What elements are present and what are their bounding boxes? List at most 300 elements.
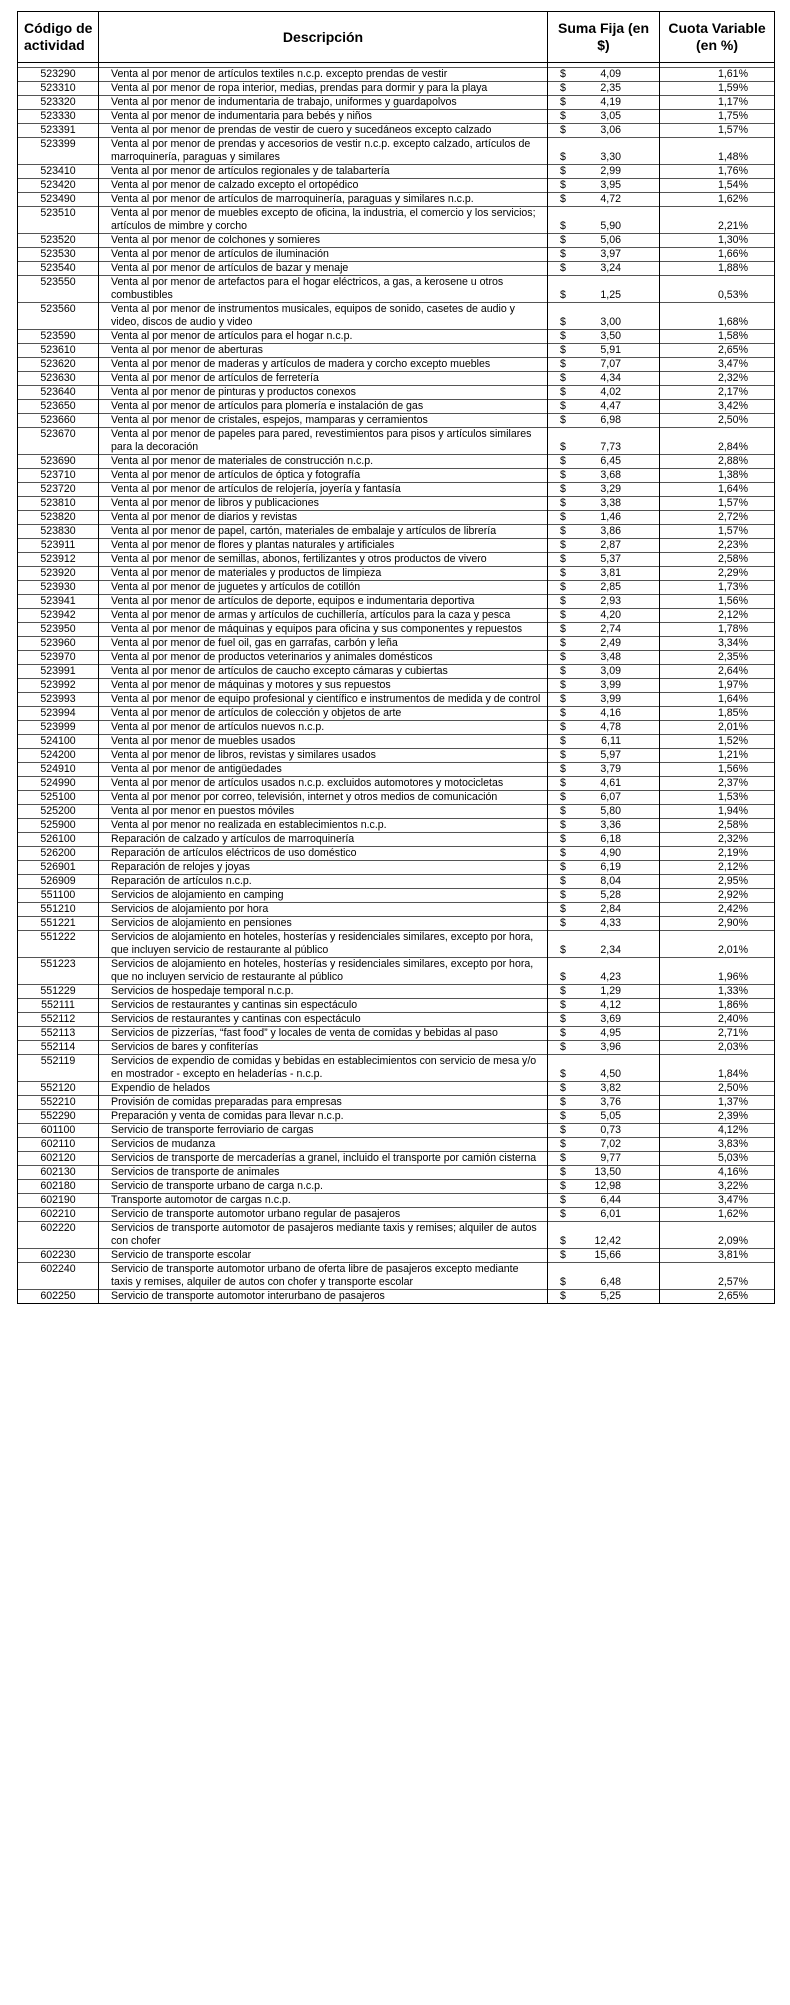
- table-row: [18, 1013, 775, 1027]
- activity-code: 523999: [18, 721, 99, 735]
- currency-symbol: $: [560, 497, 566, 509]
- table-row: [18, 234, 775, 248]
- fixed-amount-value: 6,07: [600, 791, 621, 803]
- variable-rate: 3,22%: [660, 1180, 775, 1194]
- fixed-amount-cell: [548, 1027, 660, 1041]
- activity-description: Venta al por menor de semillas, abonos, fertilizantes y otros productos de vivero: [99, 553, 548, 567]
- activity-code: 551100: [18, 889, 99, 903]
- fixed-amount: [548, 707, 659, 720]
- currency-symbol: $: [560, 609, 566, 621]
- activity-code: 523620: [18, 358, 99, 372]
- fixed-amount-value: 12,98: [594, 1180, 621, 1192]
- variable-rate: 1,97%: [660, 679, 775, 693]
- fixed-amount-value: 6,98: [600, 414, 621, 426]
- activity-description: Venta al por menor de artículos textiles n.c.p. excepto prendas de vestir: [99, 68, 548, 82]
- fixed-amount: [548, 665, 659, 678]
- table-row: [18, 1180, 775, 1194]
- activity-code: 602120: [18, 1152, 99, 1166]
- fixed-amount: [548, 791, 659, 804]
- fixed-amount: [548, 1096, 659, 1109]
- fixed-amount-cell: [548, 763, 660, 777]
- activity-description: Venta al por menor de papeles para pared, revestimientos para pisos y artículos similares para la decoración: [99, 428, 548, 455]
- variable-rate: 2,03%: [660, 1041, 775, 1055]
- currency-symbol: $: [560, 525, 566, 537]
- table-row: [18, 1041, 775, 1055]
- variable-rate: 1,38%: [660, 469, 775, 483]
- activity-description: Venta al por menor de libros y publicaciones: [99, 497, 548, 511]
- fixed-amount-value: 3,24: [600, 262, 621, 274]
- activity-code: 552114: [18, 1041, 99, 1055]
- header-variable-rate: Cuota Variable (en %): [660, 12, 775, 63]
- fixed-amount-value: 1,46: [600, 511, 621, 523]
- fixed-amount-value: 3,50: [600, 330, 621, 342]
- currency-symbol: $: [560, 441, 566, 453]
- currency-symbol: $: [560, 665, 566, 677]
- header-activity-code: Código de actividad: [18, 12, 99, 63]
- fixed-amount-cell: [548, 637, 660, 651]
- fixed-amount: [548, 749, 659, 762]
- fixed-amount: [548, 971, 659, 984]
- fixed-amount: [548, 847, 659, 860]
- currency-symbol: $: [560, 124, 566, 136]
- variable-rate: 1,88%: [660, 262, 775, 276]
- fixed-amount-cell: [548, 1041, 660, 1055]
- activity-code: 523960: [18, 637, 99, 651]
- variable-rate: 2,88%: [660, 455, 775, 469]
- activity-code: 523560: [18, 303, 99, 330]
- activity-code: 601100: [18, 1124, 99, 1138]
- fixed-amount-value: 3,36: [600, 819, 621, 831]
- fixed-amount-value: 6,48: [600, 1276, 621, 1288]
- fixed-amount-value: 3,68: [600, 469, 621, 481]
- variable-rate: 2,12%: [660, 861, 775, 875]
- activity-code: 523970: [18, 651, 99, 665]
- table-row: [18, 805, 775, 819]
- currency-symbol: $: [560, 735, 566, 747]
- fixed-amount-cell: [548, 623, 660, 637]
- table-row: [18, 1249, 775, 1263]
- currency-symbol: $: [560, 889, 566, 901]
- fixed-amount-cell: [548, 861, 660, 875]
- fixed-amount-value: 4,61: [600, 777, 621, 789]
- currency-symbol: $: [560, 1290, 566, 1302]
- table-row: [18, 1222, 775, 1249]
- variable-rate: 2,42%: [660, 903, 775, 917]
- variable-rate: 2,37%: [660, 777, 775, 791]
- variable-rate: 3,42%: [660, 400, 775, 414]
- currency-symbol: $: [560, 805, 566, 817]
- table-row: [18, 985, 775, 999]
- activity-description: Venta al por menor de artículos de relojería, joyería y fantasía: [99, 483, 548, 497]
- table-row: [18, 1055, 775, 1082]
- variable-rate: 1,48%: [660, 138, 775, 165]
- variable-rate: 2,35%: [660, 651, 775, 665]
- table-row: [18, 525, 775, 539]
- table-row: [18, 1152, 775, 1166]
- variable-rate: 2,39%: [660, 1110, 775, 1124]
- currency-symbol: $: [560, 455, 566, 467]
- table-row: [18, 861, 775, 875]
- activity-code: 551223: [18, 958, 99, 985]
- variable-rate: 2,21%: [660, 207, 775, 234]
- currency-symbol: $: [560, 791, 566, 803]
- fixed-amount-cell: [548, 1249, 660, 1263]
- fixed-amount: [548, 455, 659, 468]
- activity-description: Reparación de artículos eléctricos de uso doméstico: [99, 847, 548, 861]
- variable-rate: 1,61%: [660, 68, 775, 82]
- fixed-amount-cell: [548, 1082, 660, 1096]
- activity-description: Servicios de restaurantes y cantinas sin espectáculo: [99, 999, 548, 1013]
- activity-description: Servicios de alojamiento en camping: [99, 889, 548, 903]
- variable-rate: 4,12%: [660, 1124, 775, 1138]
- activity-code: 523830: [18, 525, 99, 539]
- variable-rate: 1,57%: [660, 124, 775, 138]
- table-row: [18, 553, 775, 567]
- variable-rate: 2,32%: [660, 372, 775, 386]
- table-row: [18, 735, 775, 749]
- activity-code: 552290: [18, 1110, 99, 1124]
- fixed-amount-cell: [548, 1138, 660, 1152]
- variable-rate: 2,40%: [660, 1013, 775, 1027]
- currency-symbol: $: [560, 833, 566, 845]
- currency-symbol: $: [560, 777, 566, 789]
- currency-symbol: $: [560, 1124, 566, 1136]
- currency-symbol: $: [560, 1041, 566, 1053]
- currency-symbol: $: [560, 567, 566, 579]
- fixed-amount: [548, 679, 659, 692]
- table-row: [18, 511, 775, 525]
- fixed-amount-cell: [548, 847, 660, 861]
- activity-code: 525900: [18, 819, 99, 833]
- currency-symbol: $: [560, 1166, 566, 1178]
- fixed-amount-cell: [548, 262, 660, 276]
- table-row: [18, 567, 775, 581]
- fixed-amount-cell: [548, 110, 660, 124]
- variable-rate: 1,64%: [660, 693, 775, 707]
- activity-code: 552120: [18, 1082, 99, 1096]
- currency-symbol: $: [560, 819, 566, 831]
- activity-description: Servicios de restaurantes y cantinas con espectáculo: [99, 1013, 548, 1027]
- fixed-amount: [548, 68, 659, 81]
- activity-description: Venta al por menor de artículos de deporte, equipos e indumentaria deportiva: [99, 595, 548, 609]
- activity-description: Venta al por menor de artefactos para el hogar eléctricos, a gas, a kerosene u otros combustibles: [99, 276, 548, 303]
- fixed-amount: [548, 637, 659, 650]
- activity-description: Venta al por menor de artículos de colección y objetos de arte: [99, 707, 548, 721]
- fixed-amount: [548, 289, 659, 302]
- fixed-amount: [548, 889, 659, 902]
- activity-code: 523950: [18, 623, 99, 637]
- activity-description: Venta al por menor de artículos de caucho excepto cámaras y cubiertas: [99, 665, 548, 679]
- fixed-amount-value: 4,34: [600, 372, 621, 384]
- fixed-amount-value: 3,09: [600, 665, 621, 677]
- activity-code: 602110: [18, 1138, 99, 1152]
- activity-description: Venta al por menor de fuel oil, gas en garrafas, carbón y leña: [99, 637, 548, 651]
- table-row: [18, 539, 775, 553]
- activity-code: 523410: [18, 165, 99, 179]
- table-row: [18, 903, 775, 917]
- currency-symbol: $: [560, 875, 566, 887]
- fixed-amount-cell: [548, 248, 660, 262]
- activity-code: 523710: [18, 469, 99, 483]
- fixed-amount-value: 5,06: [600, 234, 621, 246]
- activity-code: 523810: [18, 497, 99, 511]
- fixed-amount-value: 4,19: [600, 96, 621, 108]
- fixed-amount-cell: [548, 455, 660, 469]
- fixed-amount-value: 8,04: [600, 875, 621, 887]
- activity-code: 523640: [18, 386, 99, 400]
- activity-description: Reparación de artículos n.c.p.: [99, 875, 548, 889]
- fixed-amount: [548, 777, 659, 790]
- fixed-amount-value: 4,50: [600, 1068, 621, 1080]
- fixed-amount-value: 5,80: [600, 805, 621, 817]
- currency-symbol: $: [560, 248, 566, 260]
- currency-symbol: $: [560, 581, 566, 593]
- fixed-amount-cell: [548, 428, 660, 455]
- activity-description: Venta al por menor de armas y artículos de cuchillería, artículos para la caza y pesca: [99, 609, 548, 623]
- table-row: [18, 386, 775, 400]
- fixed-amount-value: 5,05: [600, 1110, 621, 1122]
- variable-rate: 3,81%: [660, 1249, 775, 1263]
- activity-description: Servicios de alojamiento por hora: [99, 903, 548, 917]
- fixed-amount-cell: [548, 358, 660, 372]
- variable-rate: 2,58%: [660, 819, 775, 833]
- currency-symbol: $: [560, 469, 566, 481]
- activity-code: 523993: [18, 693, 99, 707]
- activity-code: 523399: [18, 138, 99, 165]
- fixed-amount-value: 3,99: [600, 679, 621, 691]
- variable-rate: 2,90%: [660, 917, 775, 931]
- table-row: [18, 889, 775, 903]
- currency-symbol: $: [560, 330, 566, 342]
- fixed-amount-value: 7,07: [600, 358, 621, 370]
- activity-description: Servicio de transporte automotor urbano de oferta libre de pasajeros excepto mediante taxis y remises, alquiler de autos con chofer y transporte escolar: [99, 1263, 548, 1290]
- activity-code: 552112: [18, 1013, 99, 1027]
- currency-symbol: $: [560, 1249, 566, 1261]
- variable-rate: 1,62%: [660, 1208, 775, 1222]
- fixed-amount: [548, 917, 659, 930]
- table-header-row: [18, 12, 775, 63]
- fixed-amount-value: 3,81: [600, 567, 621, 579]
- activity-code: 602240: [18, 1263, 99, 1290]
- fixed-amount-cell: [548, 819, 660, 833]
- table-row: [18, 96, 775, 110]
- fixed-amount: [548, 581, 659, 594]
- activity-code: 523520: [18, 234, 99, 248]
- fixed-amount: [548, 595, 659, 608]
- fixed-amount: [548, 400, 659, 413]
- activity-code: 523391: [18, 124, 99, 138]
- activity-description: Venta al por menor en puestos móviles: [99, 805, 548, 819]
- fixed-amount-value: 2,99: [600, 165, 621, 177]
- variable-rate: 2,01%: [660, 931, 775, 958]
- activity-code: 523991: [18, 665, 99, 679]
- variable-rate: 1,57%: [660, 497, 775, 511]
- table-row: [18, 262, 775, 276]
- currency-symbol: $: [560, 1013, 566, 1025]
- fixed-amount: [548, 1208, 659, 1221]
- currency-symbol: $: [560, 707, 566, 719]
- fixed-amount: [548, 358, 659, 371]
- variable-rate: 1,64%: [660, 483, 775, 497]
- fixed-amount-cell: [548, 193, 660, 207]
- variable-rate: 1,56%: [660, 595, 775, 609]
- fixed-amount-cell: [548, 693, 660, 707]
- fixed-amount: [548, 165, 659, 178]
- fixed-amount: [548, 469, 659, 482]
- variable-rate: 2,64%: [660, 665, 775, 679]
- variable-rate: 3,34%: [660, 637, 775, 651]
- currency-symbol: $: [560, 1208, 566, 1220]
- table-row: [18, 581, 775, 595]
- currency-symbol: $: [560, 847, 566, 859]
- activity-code: 523660: [18, 414, 99, 428]
- variable-rate: 2,12%: [660, 609, 775, 623]
- table-row: [18, 679, 775, 693]
- fixed-amount: [548, 82, 659, 95]
- currency-symbol: $: [560, 999, 566, 1011]
- currency-symbol: $: [560, 68, 566, 80]
- activity-description: Venta al por menor de muebles excepto de oficina, la industria, el comercio y los servicios; artículos de mimbre y corcho: [99, 207, 548, 234]
- activity-description: Reparación de calzado y artículos de marroquinería: [99, 833, 548, 847]
- activity-description: Venta al por menor de artículos de iluminación: [99, 248, 548, 262]
- variable-rate: 2,50%: [660, 414, 775, 428]
- fixed-amount-value: 9,77: [600, 1152, 621, 1164]
- fixed-amount-cell: [548, 165, 660, 179]
- table-row: [18, 609, 775, 623]
- fixed-amount-cell: [548, 679, 660, 693]
- fixed-amount-value: 1,29: [600, 985, 621, 997]
- fixed-amount-cell: [548, 469, 660, 483]
- currency-symbol: $: [560, 595, 566, 607]
- fixed-amount: [548, 414, 659, 427]
- activity-description: Venta al por menor de indumentaria de trabajo, uniformes y guardapolvos: [99, 96, 548, 110]
- table-row: [18, 414, 775, 428]
- variable-rate: 2,84%: [660, 428, 775, 455]
- currency-symbol: $: [560, 1276, 566, 1288]
- activity-code: 523290: [18, 68, 99, 82]
- fixed-amount-cell: [548, 651, 660, 665]
- currency-symbol: $: [560, 483, 566, 495]
- fixed-amount-cell: [548, 833, 660, 847]
- currency-symbol: $: [560, 220, 566, 232]
- currency-symbol: $: [560, 262, 566, 274]
- fixed-amount: [548, 344, 659, 357]
- fixed-amount-value: 2,35: [600, 82, 621, 94]
- currency-symbol: $: [560, 1235, 566, 1247]
- fixed-amount: [548, 511, 659, 524]
- fixed-amount-value: 2,74: [600, 623, 621, 635]
- fixed-amount-cell: [548, 985, 660, 999]
- activity-code: 524990: [18, 777, 99, 791]
- fixed-amount-cell: [548, 1222, 660, 1249]
- table-body: [18, 63, 775, 1304]
- fixed-amount-value: 6,18: [600, 833, 621, 845]
- fixed-amount-value: 7,73: [600, 441, 621, 453]
- currency-symbol: $: [560, 511, 566, 523]
- activity-code: 551221: [18, 917, 99, 931]
- fixed-amount-value: 4,23: [600, 971, 621, 983]
- fixed-amount: [548, 193, 659, 206]
- activity-description: Servicios de expendio de comidas y bebidas en establecimientos con servicio de mesa y/o en mostrador - excepto en heladerías - n.c.p.: [99, 1055, 548, 1082]
- activity-description: Venta al por menor de diarios y revistas: [99, 511, 548, 525]
- variable-rate: 1,33%: [660, 985, 775, 999]
- fixed-amount-value: 6,11: [601, 735, 621, 747]
- activity-description: Venta al por menor de materiales y productos de limpieza: [99, 567, 548, 581]
- activity-code: 523912: [18, 553, 99, 567]
- fixed-amount: [548, 372, 659, 385]
- fixed-amount-cell: [548, 875, 660, 889]
- fixed-amount: [548, 1110, 659, 1123]
- fixed-amount-value: 3,06: [600, 124, 621, 136]
- fixed-amount: [548, 386, 659, 399]
- currency-symbol: $: [560, 372, 566, 384]
- fixed-amount-cell: [548, 207, 660, 234]
- table-row: [18, 833, 775, 847]
- fixed-amount-cell: [548, 609, 660, 623]
- fixed-amount-cell: [548, 511, 660, 525]
- fixed-amount: [548, 1194, 659, 1207]
- fixed-amount-cell: [548, 1290, 660, 1304]
- activity-description: Servicios de bares y confiterías: [99, 1041, 548, 1055]
- activity-description: Servicio de transporte urbano de carga n.c.p.: [99, 1180, 548, 1194]
- variable-rate: 1,85%: [660, 707, 775, 721]
- fixed-amount-value: 4,72: [600, 193, 621, 205]
- fixed-amount-value: 4,90: [600, 847, 621, 859]
- fixed-amount-value: 5,28: [600, 889, 621, 901]
- table-row: [18, 138, 775, 165]
- fixed-amount-value: 2,34: [600, 944, 621, 956]
- fixed-amount: [548, 1166, 659, 1179]
- variable-rate: 1,57%: [660, 525, 775, 539]
- table-row: [18, 1208, 775, 1222]
- activity-code: 523630: [18, 372, 99, 386]
- activity-description: Venta al por menor de muebles usados: [99, 735, 548, 749]
- variable-rate: 2,95%: [660, 875, 775, 889]
- currency-symbol: $: [560, 1096, 566, 1108]
- variable-rate: 1,21%: [660, 749, 775, 763]
- fixed-amount-value: 3,38: [600, 497, 621, 509]
- activity-code: 551210: [18, 903, 99, 917]
- fixed-amount-cell: [548, 749, 660, 763]
- currency-symbol: $: [560, 1138, 566, 1150]
- variable-rate: 1,53%: [660, 791, 775, 805]
- variable-rate: 1,68%: [660, 303, 775, 330]
- activity-code: 523320: [18, 96, 99, 110]
- fixed-amount-cell: [548, 805, 660, 819]
- fixed-amount: [548, 875, 659, 888]
- fixed-amount: [548, 151, 659, 164]
- activity-code: 552111: [18, 999, 99, 1013]
- fixed-amount-cell: [548, 595, 660, 609]
- activity-description: Venta al por menor de artículos de bazar y menaje: [99, 262, 548, 276]
- activity-code: 552210: [18, 1096, 99, 1110]
- variable-rate: 2,65%: [660, 344, 775, 358]
- currency-symbol: $: [560, 917, 566, 929]
- activity-code: 523942: [18, 609, 99, 623]
- fixed-amount-cell: [548, 525, 660, 539]
- fixed-amount-value: 4,02: [600, 386, 621, 398]
- currency-symbol: $: [560, 944, 566, 956]
- fixed-amount-value: 3,30: [600, 151, 621, 163]
- currency-symbol: $: [560, 151, 566, 163]
- activity-code: 526200: [18, 847, 99, 861]
- fixed-amount-cell: [548, 999, 660, 1013]
- fixed-amount: [548, 623, 659, 636]
- fixed-amount: [548, 441, 659, 454]
- fixed-amount: [548, 483, 659, 496]
- variable-rate: 2,71%: [660, 1027, 775, 1041]
- currency-symbol: $: [560, 358, 566, 370]
